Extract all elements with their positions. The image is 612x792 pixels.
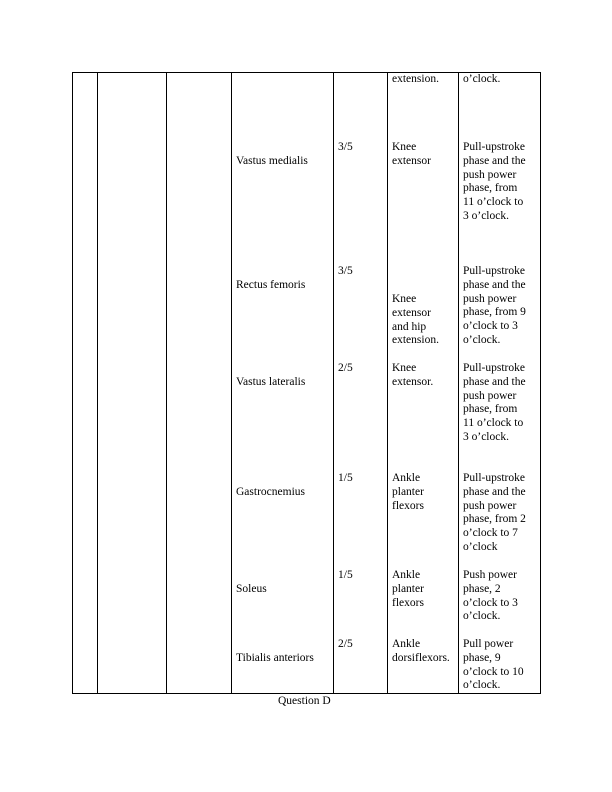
phase-text: o’clock. [463,73,501,85]
muscle-grade: 3/5 [338,141,353,153]
muscle-name: Vastus lateralis [236,376,306,388]
column-border [540,72,541,694]
phase-text: Pull-upstroke [463,265,525,277]
phase-text: 3 o’clock. [463,210,509,222]
phase-text: phase and the [463,375,526,388]
action-text: planter [392,485,424,498]
phase-text: o’clock. [463,610,501,623]
action-text: extension. [392,334,439,347]
muscle-name: Tibialis anteriors [236,652,314,664]
column-border [166,72,167,694]
action-text: extension. [392,73,439,85]
phase-text: phase, from 2 [463,513,526,526]
phase-text: phase and the [463,278,526,291]
phase-text: phase, from [463,182,518,195]
phase-text: o’clock to 10 [463,665,524,678]
phase-text: push power [463,168,517,181]
action-text: planter [392,582,424,595]
phase-text: phase, from 9 [463,306,526,319]
column-border [72,72,73,694]
action-text: and hip [392,320,427,333]
phase-text: Pull-upstroke [463,472,525,484]
phase-text: 3 o’clock. [463,431,509,443]
phase-text: o’clock to 3 [463,596,518,609]
action-text: extensor [392,154,431,167]
caption: Question D [278,695,331,707]
muscle-name: Rectus femoris [236,279,306,291]
muscle-name: Gastrocnemius [236,486,305,498]
phase-text: phase, 2 [463,582,501,595]
muscle-grade: 2/5 [338,638,353,650]
muscle-name: Vastus medialis [236,155,308,167]
action-text: Ankle [392,569,421,581]
phase-text: 11 o’clock to [463,196,524,209]
phase-text: phase and the [463,154,526,167]
action-text: Ankle [392,638,421,650]
action-text: Knee [392,141,417,153]
muscle-grade: 3/5 [338,265,353,277]
action-text: extensor. [392,375,434,388]
phase-text: push power [463,292,517,305]
phase-text: push power [463,389,517,402]
action-text: Knee [392,293,417,305]
phase-text: Pull-upstroke [463,362,525,374]
phase-text: Push power [463,569,517,581]
phase-text: o’clock to 3 [463,320,518,333]
column-border [97,72,98,694]
action-text: Ankle [392,472,421,484]
action-text: dorsiflexors. [392,651,450,664]
column-border [231,72,232,694]
phase-text: o’clock to 7 [463,527,518,540]
phase-text: Pull-upstroke [463,141,525,153]
muscle-name: Soleus [236,583,267,595]
action-text: extensor [392,306,431,319]
phase-text: 11 o’clock to [463,417,524,430]
phase-text: o’clock. [463,334,501,346]
phase-text: phase and the [463,485,526,498]
action-text: flexors [392,499,424,512]
phase-text: phase, 9 [463,651,501,664]
phase-text: o’clock. [463,679,501,692]
column-border [333,72,334,694]
muscle-grade: 1/5 [338,472,353,484]
phase-text: o’clock [463,541,498,553]
column-border [387,72,388,694]
muscle-grade: 2/5 [338,362,353,374]
phase-text: phase, from [463,403,518,416]
phase-text: push power [463,499,517,512]
phase-text: Pull power [463,638,514,650]
action-text: Knee [392,362,417,374]
muscle-grade: 1/5 [338,569,353,581]
action-text: flexors [392,596,424,609]
column-border [458,72,459,694]
